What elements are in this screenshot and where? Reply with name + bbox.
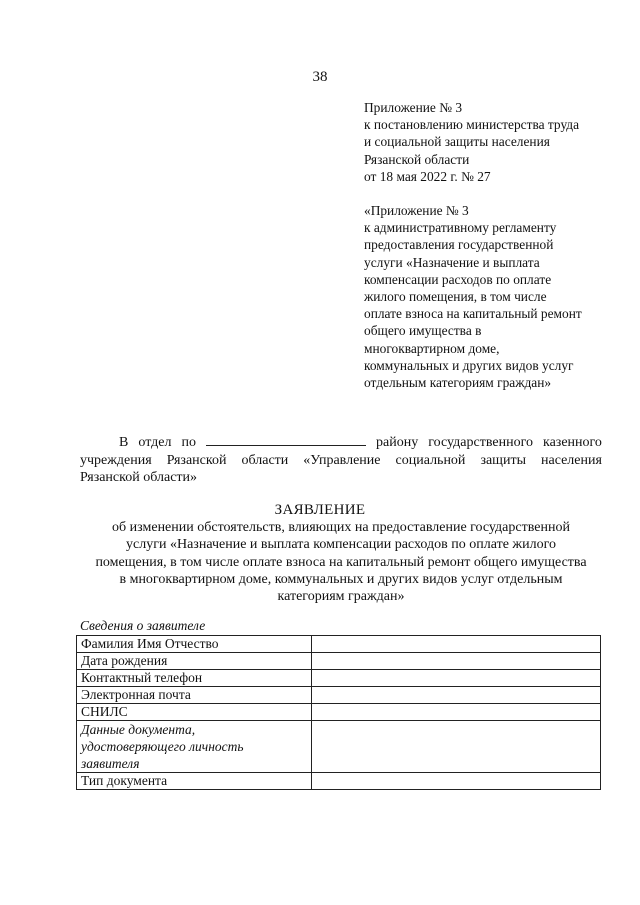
table-row	[77, 687, 601, 704]
field-label: Электронная почта	[77, 687, 312, 704]
address-word: области	[241, 452, 289, 468]
page-number: 38	[312, 69, 328, 85]
field-label: СНИЛС	[77, 704, 312, 721]
snils-field[interactable]	[312, 704, 601, 721]
address-word: защиты	[480, 452, 526, 468]
table-row	[77, 704, 601, 721]
appendix-line: предоставления государственной	[364, 237, 554, 253]
subtitle-line: в многоквартирном доме, коммунальных и других видов услуг отдельным	[119, 571, 563, 587]
id-document-heading-line: заявителя	[81, 756, 140, 771]
field-label: Контактный телефон	[77, 670, 312, 687]
address-word: району	[376, 435, 419, 450]
address-line: Рязанской области»	[80, 470, 198, 485]
appendix-line: и социальной защиты населения	[364, 134, 550, 150]
field-label: Фамилия Имя Отчество	[77, 636, 312, 653]
table-row	[77, 653, 601, 670]
subtitle-line: об изменении обстоятельств, влияющих на предоставление государственной	[112, 520, 570, 535]
appendix-line: от 18 мая 2022 г. № 27	[364, 168, 491, 184]
applicant-info-table	[76, 635, 601, 790]
appendix-line: Рязанской области	[364, 151, 470, 167]
table-row	[77, 773, 601, 790]
appendix-line: к постановлению министерства труда	[364, 117, 580, 133]
appendix-line: жилого помещения, в том числе	[364, 289, 547, 305]
full-name-field[interactable]	[312, 636, 601, 653]
address-word: по	[181, 435, 196, 450]
address-word: «Управление	[303, 452, 381, 468]
id-document-heading-line: удостоверяющего личность	[81, 739, 244, 754]
id-document-heading-line: Данные документа,	[81, 722, 196, 737]
id-document-field[interactable]	[312, 721, 601, 773]
appendix-line: общего имущества в	[364, 323, 482, 339]
table-row	[77, 670, 601, 687]
document-type-field[interactable]	[312, 773, 601, 790]
address-word: В	[119, 435, 129, 450]
id-document-heading	[77, 721, 312, 773]
address-word: социальной	[395, 452, 466, 468]
address-word: населения	[541, 452, 602, 468]
phone-field[interactable]	[312, 670, 601, 687]
document-title: ЗАЯВЛЕНИЕ	[274, 502, 366, 518]
appendix-line: к административному регламенту	[364, 220, 557, 236]
table-row	[77, 721, 601, 773]
address-line	[80, 433, 602, 452]
subtitle-line: услуги «Назначение и выплата компенсации расходов по оплате жилого	[126, 537, 556, 553]
birth-date-field[interactable]	[312, 653, 601, 670]
appendix-line: Приложение № 3	[364, 100, 463, 115]
address-word: государственного	[428, 435, 533, 450]
field-label: Дата рождения	[77, 653, 312, 670]
document-subtitle	[78, 519, 604, 605]
field-label: Тип документа	[77, 773, 312, 790]
appendix-administrative-regulation	[364, 202, 614, 391]
address-word: казенного	[543, 435, 602, 450]
subtitle-line: категориям граждан»	[277, 589, 405, 605]
address-word: учреждения	[80, 452, 152, 468]
appendix-line: отдельным категориям граждан»	[364, 375, 552, 391]
recipient-address	[80, 433, 602, 487]
address-line	[80, 452, 602, 470]
appendix-line: многоквартирном доме,	[364, 340, 500, 356]
district-blank-line[interactable]	[206, 433, 366, 446]
appendix-line: услуги «Назначение и выплата	[364, 254, 540, 270]
appendix-line: оплате взноса на капитальный ремонт	[364, 306, 582, 322]
subtitle-line: помещения, в том числе оплате взноса на капитальный ремонт общего имущества	[95, 554, 587, 570]
appendix-ministry-resolution	[364, 99, 614, 185]
email-field[interactable]	[312, 687, 601, 704]
appendix-line: коммунальных и других видов услуг	[364, 357, 574, 373]
appendix-line: компенсации расходов по оплате	[364, 271, 552, 287]
address-word: Рязанской	[166, 452, 227, 468]
applicant-section-label: Сведения о заявителе	[80, 618, 206, 633]
address-word: отдел	[138, 435, 172, 450]
appendix-line: «Приложение № 3	[364, 203, 469, 218]
table-row	[77, 636, 601, 653]
